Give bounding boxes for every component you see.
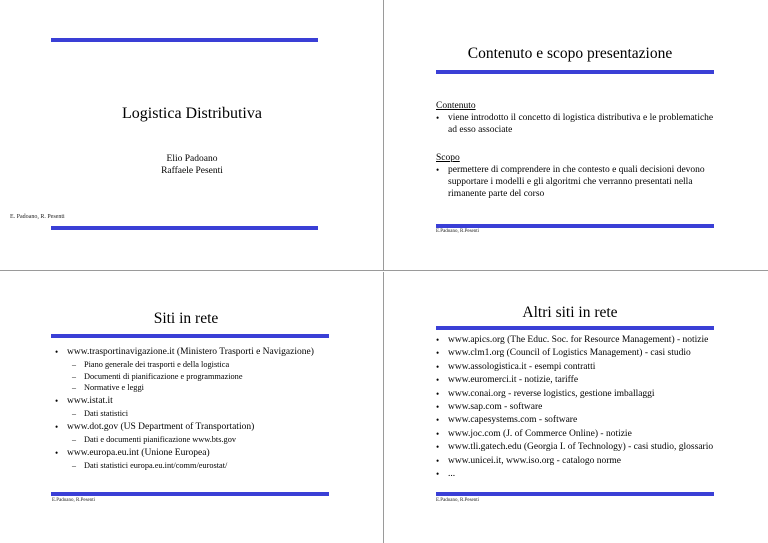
slide-1-footer: E. Padoano, R. Pesenti (10, 214, 65, 220)
site-list-item (436, 455, 621, 467)
sub-text: Dati statistici europa.eu.int/comm/eurostat/ (84, 461, 228, 470)
dash-icon: – (72, 383, 76, 392)
slide-2-bottom-bar (436, 224, 714, 228)
bullet-icon: • (436, 361, 440, 372)
slide-3-sub-3-1 (72, 435, 236, 444)
bullet-icon: • (55, 396, 59, 406)
bullet-icon: • (436, 348, 440, 359)
bullet-icon: • (55, 347, 59, 357)
bullet-icon: • (436, 442, 440, 453)
bullet-icon: • (436, 455, 440, 466)
slide-4-title: Altri siti in rete (522, 304, 618, 321)
dash-icon: – (72, 461, 76, 470)
bullet-text: www.dot.gov (US Department of Transportation) (67, 422, 255, 432)
bullet-text: www.europa.eu.int (Unione Europea) (67, 448, 210, 458)
text-line: rimanente parte del corso (448, 189, 545, 199)
sub-text: Dati statistici (84, 409, 129, 418)
site-list-item-text: www.apics.org (The Educ. Soc. for Resource Management) - notizie (448, 335, 709, 345)
slide-3-bullet-1 (55, 346, 314, 358)
slide-2-footer: E.Padoano, R.Pesenti (436, 229, 480, 234)
dash-icon: – (72, 409, 76, 418)
slide-1 (0, 0, 384, 271)
site-list-item (436, 428, 632, 440)
bullet-text: www.trasportinavigazione.it (Ministero Trasporti e Navigazione) (67, 347, 314, 357)
slide-3-sub-2-1 (72, 409, 128, 418)
slide-4-bottom-bar (436, 492, 714, 496)
slide-2-contenuto-heading: Contenuto (436, 101, 476, 111)
slide-1-bottom-bar (51, 226, 318, 230)
bullet-icon: • (436, 415, 440, 426)
site-list-item-text: ... (448, 469, 456, 479)
slide-3-sub-1-1 (72, 360, 229, 369)
bullet-text: www.istat.it (67, 396, 113, 406)
sub-text: Dati e documenti pianificazione www.bts.gov (84, 435, 236, 444)
site-list-item-text: www.conai.org - reverse logistics, gestione imballaggi (448, 388, 655, 399)
bullet-icon: • (55, 422, 59, 432)
slide-3-sub-1-2 (72, 372, 243, 381)
slide-1-author-1: Elio Padoano (166, 154, 218, 164)
slide-3 (0, 272, 384, 543)
site-list-item-text: www.joc.com (J. of Commerce Online) - notizie (448, 428, 632, 439)
bullet-icon: • (436, 428, 440, 439)
dash-icon: – (72, 360, 76, 369)
slide-3-sub-4-1 (72, 461, 227, 470)
text-line: permettere di comprendere in che contesto e quali decisioni devono (448, 165, 705, 175)
site-list-item (436, 334, 708, 346)
bullet-icon: • (436, 335, 440, 345)
slide-4-title-bar (436, 326, 714, 330)
text-line: supportare i modelli e gli algoritmi che verranno presentati nella (448, 177, 693, 187)
text-line: ad esso associate (448, 125, 513, 135)
slide-3-sub-1-3 (72, 383, 144, 392)
site-list-item-text: www.unicei.it, www.iso.org - catalogo norme (448, 455, 621, 466)
text-line: viene introdotto il concetto di logistica distributiva e le problematiche (448, 113, 714, 123)
slide-2 (384, 0, 768, 271)
site-list-item-text: www.clm1.org (Council of Logistics Management) - casi studio (448, 348, 691, 359)
site-list-item (436, 468, 455, 480)
slide-3-bottom-bar (51, 492, 329, 496)
slide-1-author-2: Raffaele Pesenti (161, 166, 223, 176)
site-list-item (436, 414, 577, 426)
slide-2-scopo-heading: Scopo (436, 153, 460, 163)
slide-3-footer: E.Padoano, R.Pesenti (52, 498, 96, 503)
site-list-item-text: www.capesystems.com - software (448, 415, 578, 426)
site-list-item (436, 441, 713, 453)
sub-text: Piano generale dei trasporti e della logistica (84, 360, 230, 369)
slide-3-title: Siti in rete (153, 310, 219, 327)
site-list-item (436, 361, 595, 373)
site-list-item-text: www.assologistica.it - esempi contratti (448, 361, 596, 372)
site-list-item (436, 347, 691, 359)
sub-text: Normative e leggi (84, 383, 144, 392)
slide-2-title-bar (436, 70, 714, 74)
slide-1-title: Logistica Distributiva (122, 105, 262, 122)
site-list-item (436, 401, 542, 413)
site-list-item (436, 388, 655, 400)
site-list-item-text: www.tli.gatech.edu (Georgia I. of Technology) - casi studio, glossario (448, 442, 714, 453)
site-list-item-text: www.euromerci.it - notizie, tariffe (448, 375, 579, 386)
slide-3-title-bar (51, 334, 329, 338)
slide-2-scopo-bullet (436, 164, 756, 200)
bullet-icon: • (436, 388, 440, 399)
slide-3-bullet-3 (55, 421, 254, 433)
sub-text: Documenti di pianificazione e programmazione (84, 372, 243, 381)
slide-2-contenuto-bullet (436, 112, 756, 136)
bullet-icon: • (436, 469, 440, 479)
slide-3-bullet-4 (55, 447, 210, 459)
site-list-item (436, 374, 578, 386)
slide-4 (384, 272, 768, 543)
slide-2-title: Contenuto e scopo presentazione (467, 45, 673, 62)
slide-1-top-bar (51, 38, 318, 42)
dash-icon: – (72, 372, 76, 381)
bullet-icon: • (436, 165, 440, 175)
bullet-icon: • (436, 113, 440, 123)
slide-4-footer: E.Padoano, R.Pesenti (436, 498, 480, 503)
slide-3-bullet-2 (55, 395, 113, 407)
bullet-icon: • (55, 448, 59, 458)
bullet-icon: • (436, 375, 440, 386)
site-list-item-text: www.sap.com - software (448, 402, 543, 412)
bullet-icon: • (436, 402, 440, 412)
dash-icon: – (72, 435, 76, 444)
